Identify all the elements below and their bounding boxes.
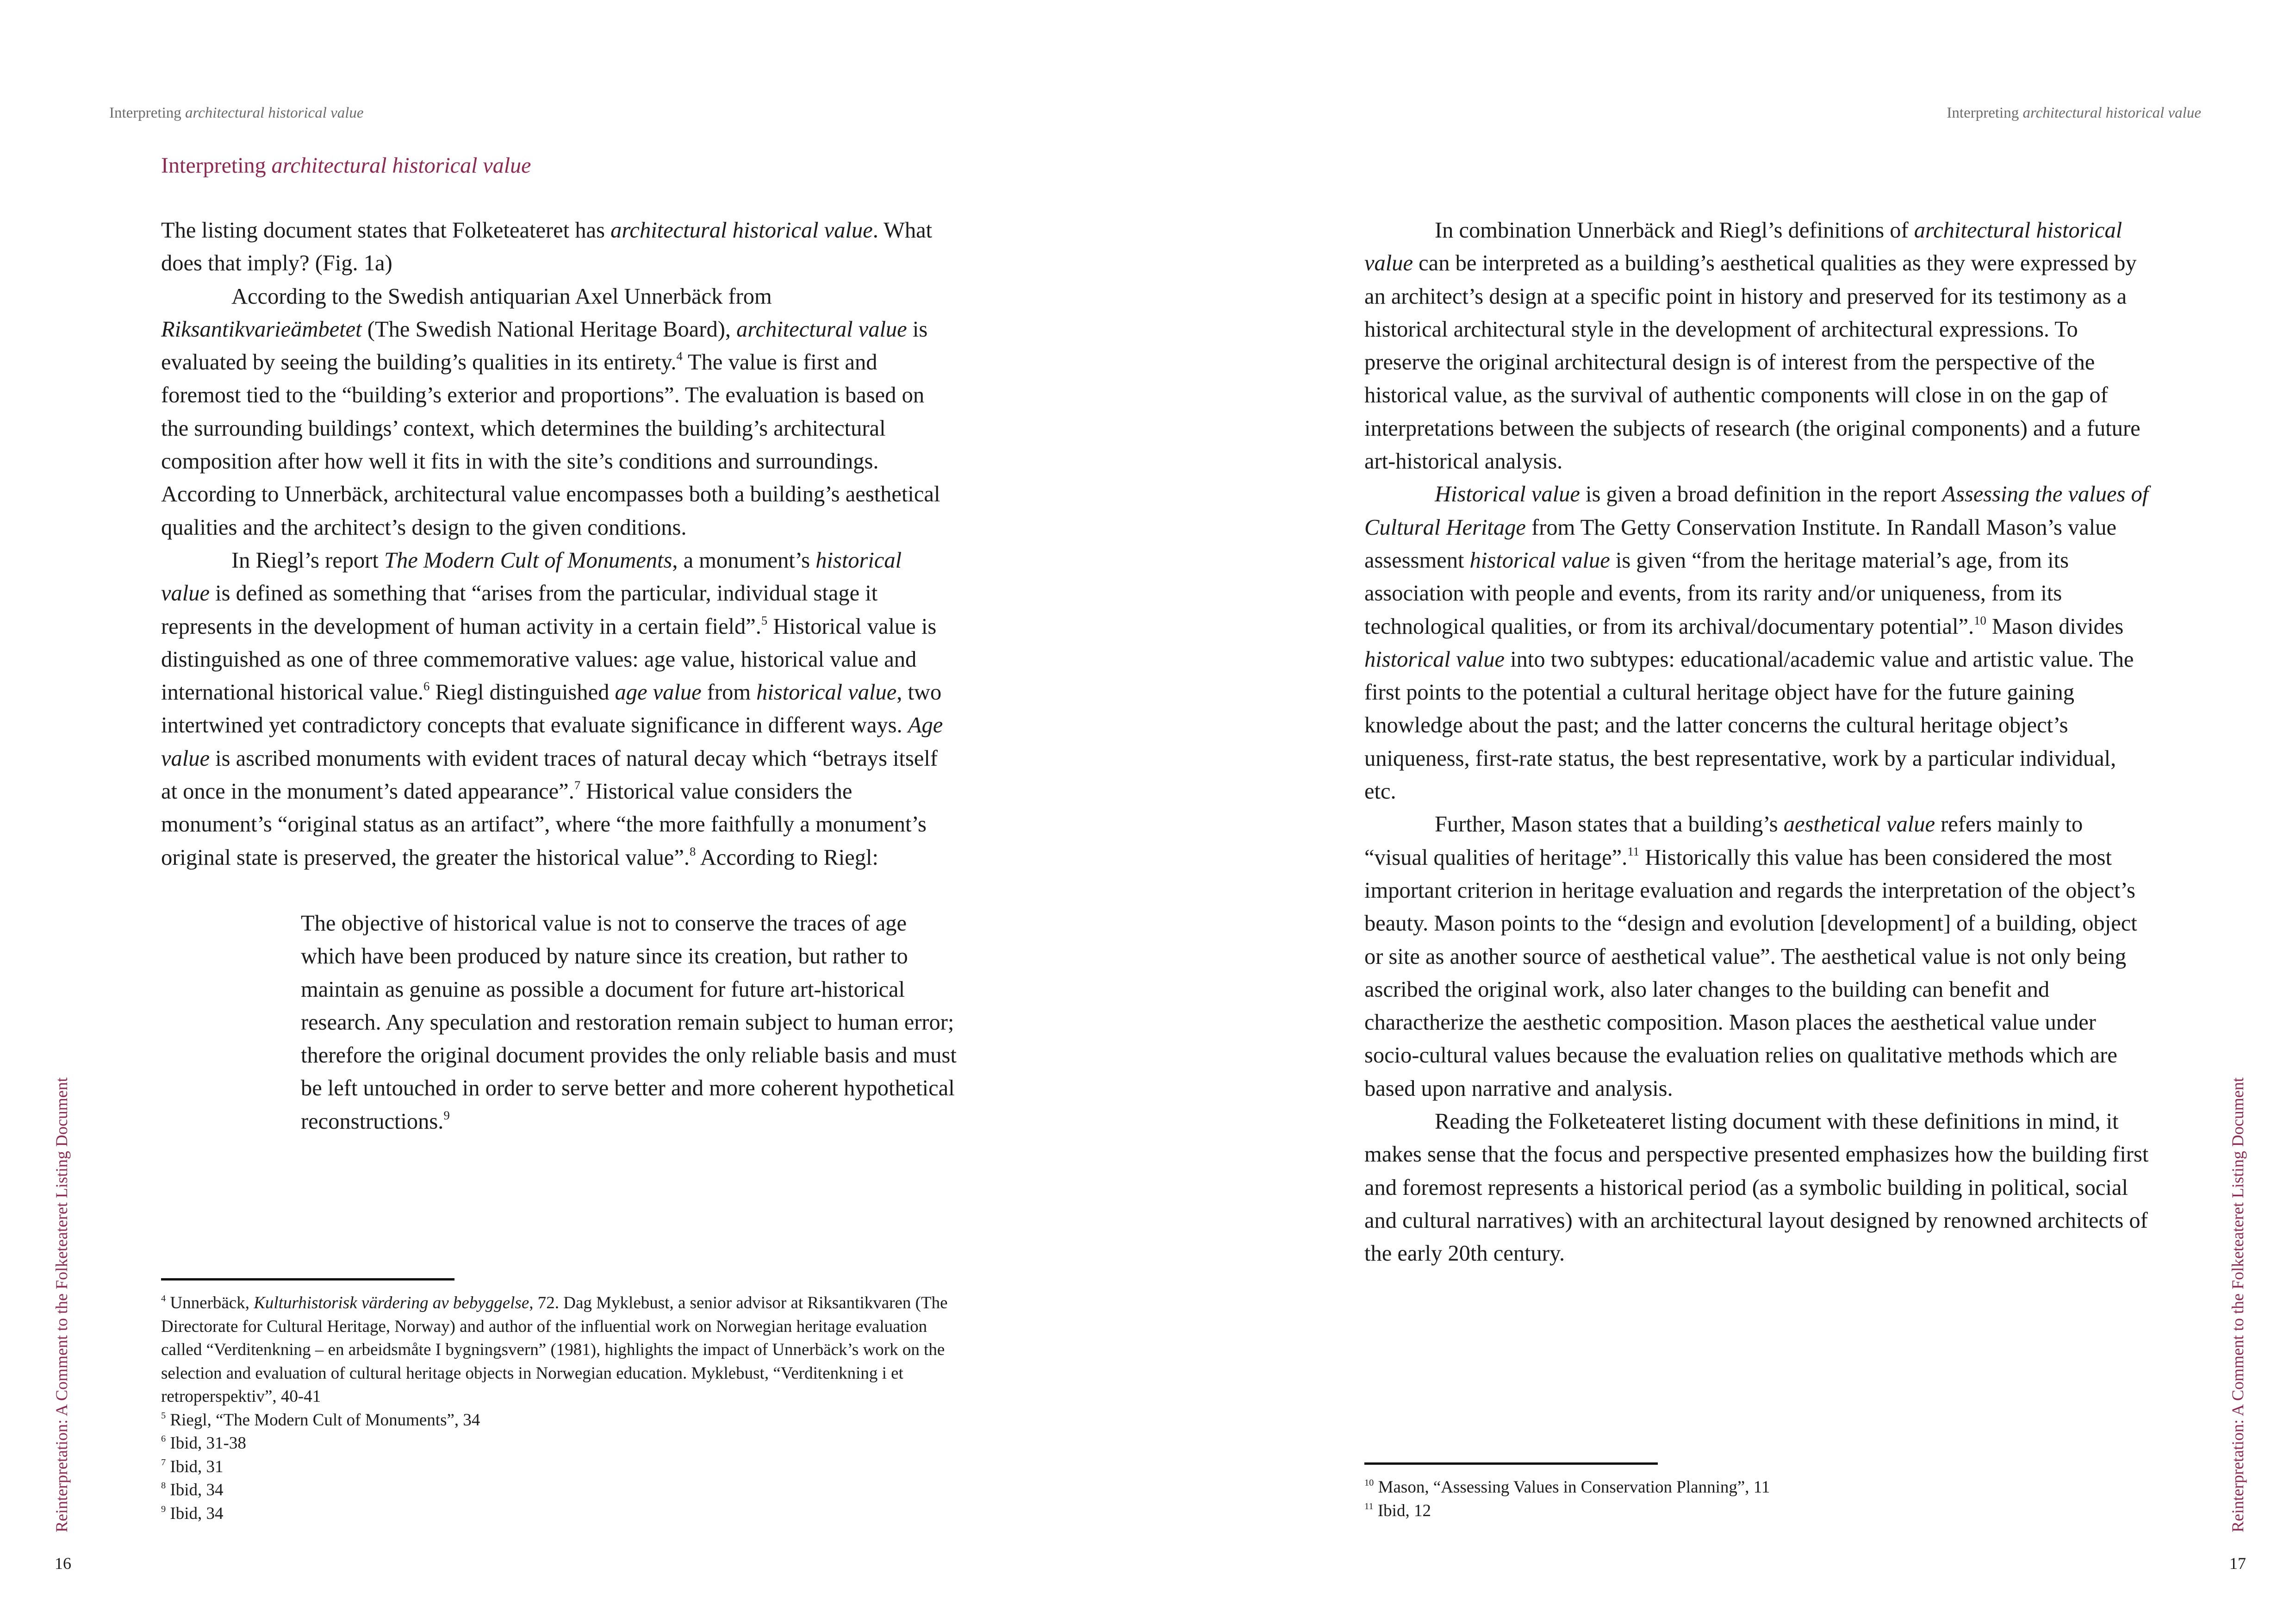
footnote	[161, 1409, 948, 1432]
section-heading	[161, 153, 531, 178]
body-column	[1364, 214, 2151, 1270]
text-run: from	[701, 680, 757, 705]
footnote-ref: 4	[676, 349, 683, 363]
emphasis: Assessing the values of Cultural Heritage	[1364, 482, 2149, 540]
running-header	[109, 105, 364, 122]
text-run: Mason divides	[1986, 614, 2124, 639]
text-run: Ibid, 34	[166, 1504, 224, 1523]
text-run: Further, Mason states that a building’s	[1435, 812, 1784, 837]
text-run: is ascribed monuments with evident traces of natural decay which “betrays itself at once in the monument’s dated appearance”.	[161, 746, 938, 804]
footnote	[161, 1292, 948, 1409]
section-heading-italic: architectural historical value	[271, 153, 531, 178]
text-run: , a monument’s	[672, 548, 816, 573]
footnote	[161, 1502, 948, 1526]
text-run: The objective of historical value is not to conserve the traces of age which have been produced by nature since its creation, but rather to maintain as genuine as possible a document for future art-historical research. Any speculation and restoration remain subject to human error; therefore the original document provides the only reliable basis and must be left untouched in order to serve better and more coherent hypothetical reconstructions.	[301, 911, 957, 1134]
text-run: Unnerbäck,	[166, 1293, 254, 1312]
footnote-ref: 5	[761, 613, 768, 627]
text-run: Riegl, “The Modern Cult of Monuments”, 34	[166, 1410, 480, 1430]
footnote-number: 11	[1364, 1501, 1374, 1512]
text-run: In combination Unnerbäck and Riegl’s definitions of	[1435, 218, 1914, 243]
footnote-ref: 10	[1974, 613, 1986, 627]
text-run: into two subtypes: educational/academic value and artistic value. The first points to the potential a cultural heritage object have for the future gaining knowledge about the past; and the latter concerns the cultural heritage object’s uniqueness, first-rate status, the best representative, work by a particular individual, etc.	[1364, 647, 2134, 804]
text-run: Mason, “Assessing Values in Conservation Planning”, 11	[1374, 1478, 1770, 1497]
footnote-number: 9	[161, 1504, 166, 1514]
footnote-number: 7	[161, 1457, 166, 1468]
text-run: Ibid, 12	[1373, 1501, 1431, 1520]
text-run: is defined as something that “arises from the particular, individual stage it represents in the development of human activity in a certain field”.	[161, 581, 878, 639]
paragraph	[1364, 478, 2151, 808]
emphasis: architectural value	[736, 317, 907, 342]
side-title: Reinterpretation: A Comment to the Folketeateret Listing Document	[2228, 1077, 2247, 1532]
emphasis: The Modern Cult of Monuments	[384, 548, 672, 573]
footnotes	[161, 1292, 948, 1525]
footnote-ref: 8	[689, 844, 696, 858]
footnote-ref: 9	[443, 1108, 450, 1122]
footnote	[1364, 1499, 2151, 1523]
side-title: Reinterpretation: A Comment to the Folketeateret Listing Document	[52, 1077, 71, 1532]
footnote-number: 8	[161, 1480, 166, 1491]
paragraph	[161, 280, 948, 544]
paragraph	[1364, 214, 2151, 478]
text-run: According to Riegl:	[696, 845, 878, 870]
footnote	[161, 1432, 948, 1455]
text-run: Historically this value has been considered the most important criterion in heritage evaluation and regards the interpretation of the object’s beauty. Mason points to the “design and evolution [development] of a building, object or site as another source of aesthetical value”. The aesthetical value is not only being ascribed the original work, also later changes to the building can benefit and charactherize the aesthetic composition. Mason places the aesthetical value under socio-cultural values because the evaluation relies on qualitative methods which are based upon narrative and analysis.	[1364, 845, 2137, 1101]
text-run: Ibid, 31-38	[166, 1434, 246, 1453]
text-run: is given a broad definition in the report	[1580, 482, 1942, 507]
running-header-italic: architectural historical value	[2022, 105, 2201, 121]
footnote	[1364, 1476, 2151, 1499]
text-run: , 72. Dag Myklebust, a senior advisor at Riksantikvaren (The Directorate for Cultural Heritage, Norway) and author of the influential work on Norwegian heritage evaluation called “Verditenkning – en arbeidsmåte I bygningsvern” (1981), highlights the impact of Unnerbäck’s work on the selection and evaluation of cultural heritage objects in Norwegian education. Myklebust, “Verditenkning i et retroperspektiv”, 40-41	[161, 1293, 948, 1406]
paragraph	[1364, 808, 2151, 1105]
text-run: refers mainly to “visual qualities of heritage”.	[1364, 812, 2083, 870]
emphasis: Age value	[161, 713, 943, 771]
emphasis: Kulturhistorisk värdering av bebyggelse	[254, 1293, 529, 1312]
emphasis: historical value	[756, 680, 897, 705]
emphasis: historical value	[161, 548, 902, 606]
footnote	[161, 1479, 948, 1502]
emphasis: historical value	[1469, 548, 1610, 573]
emphasis: historical value	[1364, 647, 1505, 672]
right-page	[1148, 0, 2296, 1624]
text-run: Historical value considers the monument’s “original status as an artifact”, where “the more faithfully a monument’s original state is preserved, the greater the historical value”.	[161, 779, 927, 870]
text-run: is given “from the heritage material’s age, from its association with people and events, from its rarity and/or uniqueness, from its technological qualities, or from its archival/documentary potential”.	[1364, 548, 2069, 639]
text-run: from The Getty Conservation Institute. In Randall Mason’s value assessment	[1364, 515, 2116, 573]
text-run: The listing document states that Folketeateret has	[161, 218, 611, 243]
text-run: (The Swedish National Heritage Board),	[361, 317, 737, 342]
emphasis: age value	[615, 680, 702, 705]
footnote-ref: 6	[423, 679, 430, 693]
text-run: Reading the Folketeateret listing document with these definitions in mind, it makes sense that the focus and perspective presented emphasizes how the building first and foremost represents a historical period (as a symbolic building in political, social and cultural narratives) with an architectural layout designed by renowned architects of the early 20th century.	[1364, 1109, 2149, 1266]
footnotes	[1364, 1476, 2151, 1523]
running-header-italic: architectural historical value	[185, 105, 364, 121]
footnote-number: 5	[161, 1410, 166, 1421]
footnote	[161, 1455, 948, 1479]
text-run: The value is first and foremost tied to the “building’s exterior and proportions”. The evaluation is based on the surrounding buildings’ context, which determines the building’s architectural composition after how well it fits in with the site’s conditions and surroundings. According to Unnerbäck, architectural value encompasses both a building’s aesthetical qualities and the architect’s design to the given conditions.	[161, 350, 940, 540]
text-run: Riegl distinguished	[429, 680, 615, 705]
page-number: 16	[55, 1554, 71, 1573]
footnote-rule	[161, 1278, 454, 1280]
paragraph	[1364, 1105, 2151, 1270]
section-heading-plain: Interpreting	[161, 153, 272, 178]
text-run: . What does that imply? (Fig. 1a)	[161, 218, 933, 276]
emphasis: Riksantikvarieämbetet	[161, 317, 362, 342]
footnote-number: 10	[1364, 1477, 1374, 1488]
paragraph	[161, 214, 948, 280]
paragraph	[161, 544, 948, 874]
emphasis: architectural historical value	[1364, 218, 2122, 276]
text-run: In Riegl’s report	[231, 548, 385, 573]
emphasis: Historical value	[1435, 482, 1580, 507]
block-quote	[301, 907, 958, 1138]
text-run: Ibid, 31	[166, 1457, 224, 1476]
text-run: , two intertwined yet contradictory concepts that evaluate significance in different ways.	[161, 680, 942, 738]
running-header	[1947, 105, 2201, 122]
emphasis: aesthetical value	[1783, 812, 1935, 837]
text-run: is evaluated by seeing the building’s qualities in its entirety.	[161, 317, 928, 375]
footnote-ref: 11	[1627, 844, 1639, 858]
text-run: can be interpreted as a building’s aesthetical qualities as they were expressed by an architect’s design at a specific point in history and preserved for its testimony as a historical architectural style in the development of architectural expressions. To preserve the original architectural design is of interest from the perspective of the historical value, as the survival of authentic components will close in on the gap of interpretations between the subjects of research (the original components) and a future art-historical analysis.	[1364, 251, 2140, 474]
text-run: Ibid, 34	[166, 1480, 224, 1499]
running-header-plain: Interpreting	[1947, 105, 2023, 121]
page-number: 17	[2229, 1554, 2246, 1573]
body-column	[161, 214, 957, 1138]
text-run: According to the Swedish antiquarian Axel Unnerbäck from	[231, 284, 772, 309]
text-run: Historical value is distinguished as one of three commemorative values: age value, historical value and international historical value.	[161, 614, 937, 705]
footnote-rule	[1364, 1462, 1658, 1465]
footnote-number: 4	[161, 1293, 166, 1304]
footnote-ref: 7	[574, 778, 581, 793]
running-header-plain: Interpreting	[109, 105, 186, 121]
emphasis: architectural historical value	[610, 218, 873, 243]
footnote-number: 6	[161, 1433, 166, 1444]
